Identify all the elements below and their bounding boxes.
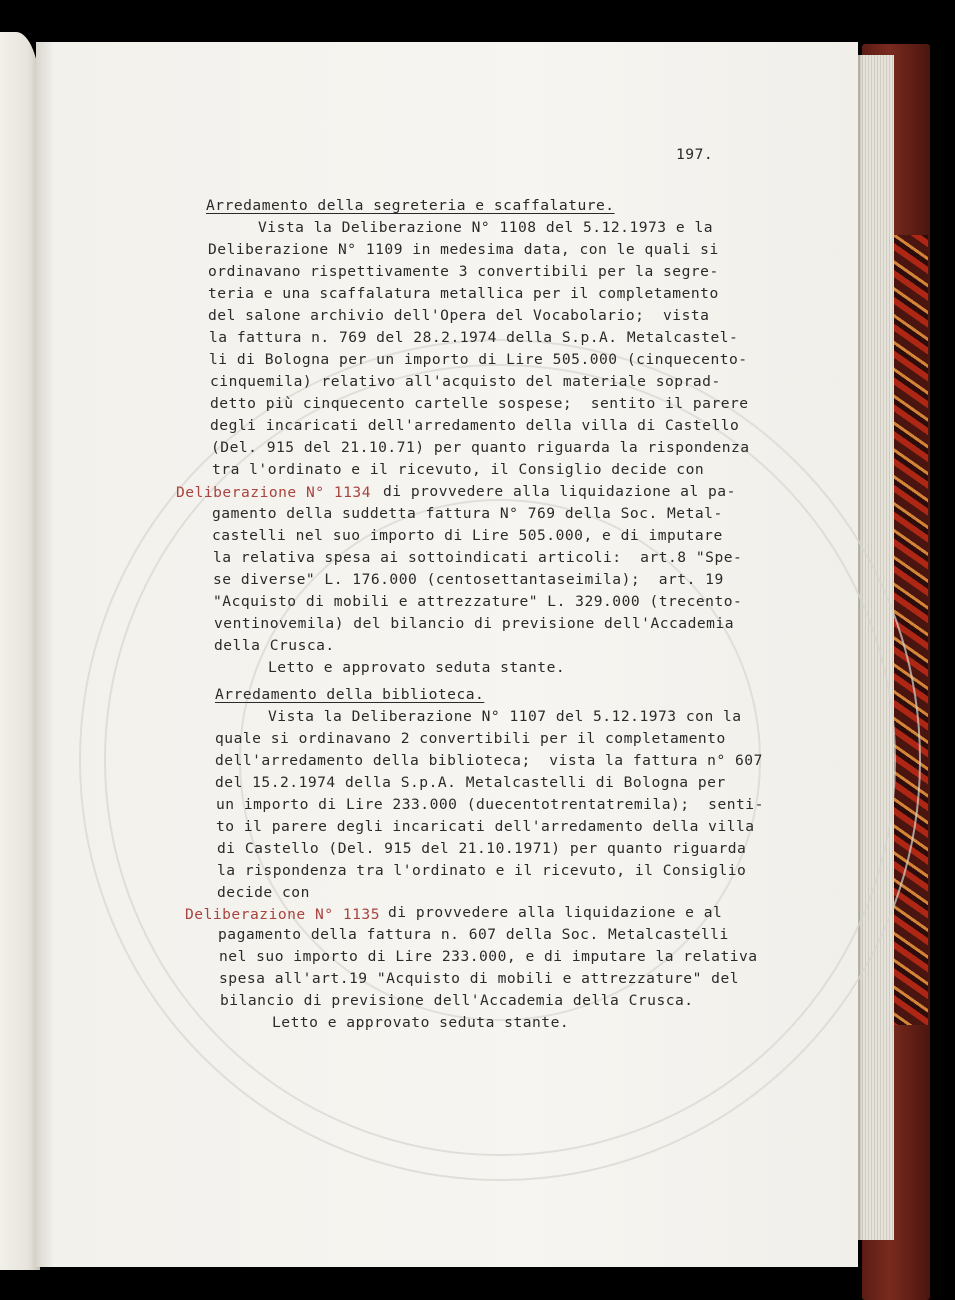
body-line: ordinavano rispettivamente 3 convertibili per la segre- xyxy=(208,263,719,280)
body-line: detto più cinquecento cartelle sospese; sentito il parere xyxy=(210,395,749,412)
body-line: la rispondenza tra l'ordinato e il ricevuto, il Consiglio xyxy=(217,862,747,879)
decision-line: gamento della suddetta fattura N° 769 della Soc. Metal- xyxy=(212,505,723,522)
body-line: decide con xyxy=(217,884,310,901)
decision-line: della Crusca. xyxy=(214,637,335,654)
body-line: di Castello (Del. 915 del 21.10.1971) per quanto riguarda xyxy=(217,840,747,857)
body-line: quale si ordinavano 2 convertibili per il completamento xyxy=(215,730,726,747)
body-line: tra l'ordinato e il ricevuto, il Consiglio decide con xyxy=(212,461,705,478)
body-line: Deliberazione N° 1109 in medesima data, con le quali si xyxy=(208,241,719,258)
body-line: Vista la Deliberazione N° 1107 del 5.12.1973 con la xyxy=(268,708,742,725)
decision-line: castelli nel suo importo di Lire 505.000, e di imputare xyxy=(212,527,723,544)
margin-note-deliberation-1135: Deliberazione N° 1135 xyxy=(185,906,381,923)
closing-line: Letto e approvato seduta stante. xyxy=(268,659,566,676)
body-line: del 15.2.1974 della S.p.A. Metalcastelli di Bologna per xyxy=(215,774,726,791)
marbled-endpaper xyxy=(888,235,928,1025)
body-line: to il parere degli incaricati dell'arredamento della villa xyxy=(216,818,755,835)
decision-line: se diverse" L. 176.000 (centosettantaseimila); art. 19 xyxy=(213,571,724,588)
decision-line: pagamento della fattura n. 607 della Soc. Metalcastelli xyxy=(218,926,729,943)
body-line: cinquemila) relativo all'acquisto del materiale soprad- xyxy=(210,373,721,390)
body-line: degli incaricati dell'arredamento della villa di Castello xyxy=(210,417,740,434)
page-number: 197. xyxy=(676,146,714,163)
decision-line: "Acquisto di mobili e attrezzature" L. 329.000 (trecento- xyxy=(213,593,743,610)
body-line: del salone archivio dell'Opera del Vocabolario; vista xyxy=(208,307,710,324)
body-line: teria e una scaffalatura metallica per il completamento xyxy=(208,285,719,302)
body-line: dell'arredamento della biblioteca; vista la fattura n° 607 xyxy=(215,752,763,769)
decision-line: di provvedere alla liquidazione e al xyxy=(388,904,723,921)
body-line: la fattura n. 769 del 28.2.1974 della S.p.A. Metalcastel- xyxy=(209,329,739,346)
decision-line: di provvedere alla liquidazione al pa- xyxy=(383,483,736,500)
decision-line: ventinovemila) del bilancio di previsione dell'Accademia xyxy=(214,615,735,632)
body-line: li di Bologna per un importo di Lire 505.000 (cinquecento- xyxy=(209,351,748,368)
left-page xyxy=(0,32,40,1270)
section-heading-biblioteca: Arredamento della biblioteca. xyxy=(215,686,485,703)
margin-note-deliberation-1134: Deliberazione N° 1134 xyxy=(176,484,372,501)
decision-line: la relativa spesa ai sottoindicati articoli: art.8 "Spe- xyxy=(213,549,743,566)
decision-line: bilancio di previsione dell'Accademia della Crusca. xyxy=(220,992,694,1009)
closing-line: Letto e approvato seduta stante. xyxy=(272,1014,570,1031)
body-line: Vista la Deliberazione N° 1108 del 5.12.1973 e la xyxy=(258,219,714,236)
decision-line: nel suo importo di Lire 233.000, e di imputare la relativa xyxy=(219,948,758,965)
body-line: (Del. 915 del 21.10.71) per quanto riguarda la rispondenza xyxy=(211,439,750,456)
decision-line: spesa all'art.19 "Acquisto di mobili e attrezzature" del xyxy=(219,970,740,987)
body-line: un importo di Lire 233.000 (duecentotrentatremila); senti- xyxy=(216,796,764,813)
section-heading-segreteria: Arredamento della segreteria e scaffalature. xyxy=(206,197,615,214)
